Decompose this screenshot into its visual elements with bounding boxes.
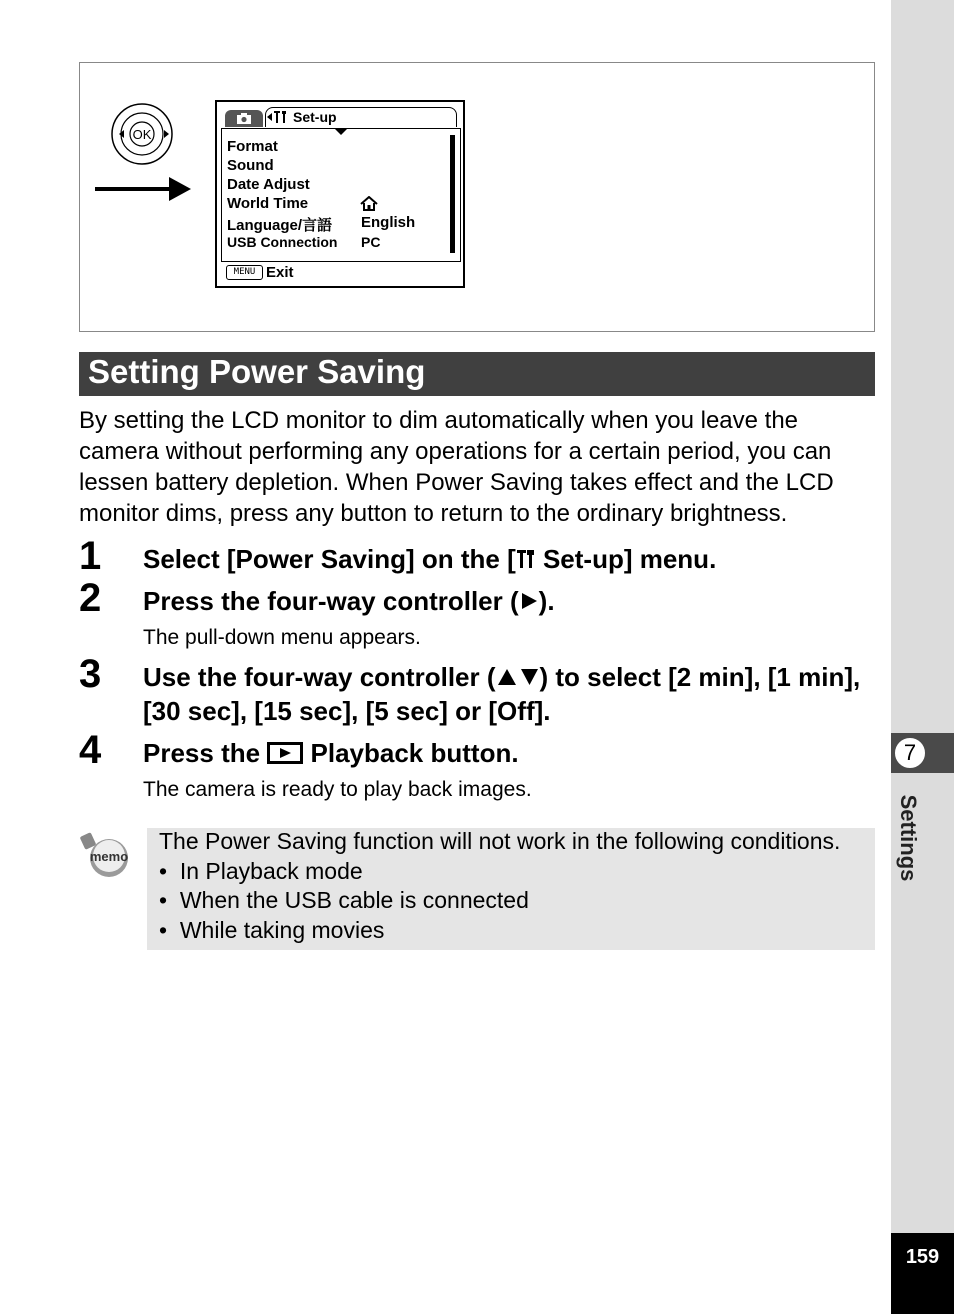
- home-icon: [360, 196, 378, 212]
- usb-connection-value: PC: [361, 234, 381, 250]
- memo-bullet-text: When the USB cable is connected: [179, 887, 529, 913]
- chapter-sidebar: [891, 0, 954, 1314]
- wrench-icon: [516, 548, 536, 570]
- page-number: 159: [891, 1233, 954, 1314]
- step-3-text-a: Use the four-way controller (: [143, 662, 496, 692]
- language-value: English: [361, 214, 416, 231]
- memo-bullet-text: While taking movies: [179, 916, 385, 943]
- memo-icon-label: memo: [89, 849, 129, 864]
- menu-item-date-adjust: Date Adjust: [227, 176, 310, 193]
- ok-label: OK: [132, 127, 152, 142]
- step-1-number: 1: [79, 534, 102, 578]
- memo-text: [159, 827, 840, 945]
- camera-tab: [225, 110, 263, 127]
- step-4-number: 4: [79, 728, 102, 772]
- four-way-controller-icon: [110, 103, 174, 167]
- menu-item-world-time: World Time: [227, 195, 309, 212]
- step-2-text-a: Press the four-way controller (: [143, 586, 519, 616]
- chapter-number: 7: [893, 736, 927, 770]
- step-2-title: [143, 584, 863, 618]
- section-heading: Setting Power Saving: [79, 352, 875, 396]
- scrollbar: [450, 135, 455, 253]
- step-3-number: 3: [79, 652, 102, 696]
- step-4-text-a: Press the: [143, 738, 268, 768]
- camera-icon: [225, 110, 263, 127]
- step-1-text-a: Select [Power Saving] on the [: [143, 544, 516, 574]
- playback-icon: [267, 741, 303, 765]
- memo-bullet: • While taking movies: [159, 916, 385, 943]
- memo-bullet: • In Playback mode: [159, 857, 363, 884]
- step-1-title: [143, 542, 863, 576]
- menu-item-language: Language/言語: [227, 217, 333, 234]
- right-arrow-icon: [95, 174, 193, 204]
- step-4-title: [143, 736, 863, 770]
- illustration-frame: [79, 62, 875, 332]
- step-4-note: The camera is ready to play back images.: [143, 778, 532, 801]
- memo-bullet-text: In Playback mode: [179, 857, 363, 884]
- menu-item-sound: Sound: [227, 157, 274, 174]
- lcd-menu-screen: [215, 100, 465, 288]
- intro-paragraph: By setting the LCD monitor to dim automatically when you leave the camera without performing any operations for a certain period, you can lessen battery depletion. When Power Saving takes effect and the LCD monitor dims, press any button to return to the ordinary brightness.: [79, 407, 834, 527]
- menu-key-icon: MENU: [226, 265, 263, 280]
- step-1-text-b: Set-up] menu.: [535, 544, 717, 574]
- step-3-title: [143, 660, 863, 728]
- step-2-note: The pull-down menu appears.: [143, 626, 421, 649]
- memo-lead: The Power Saving function will not work in the following conditions.: [159, 828, 841, 854]
- step-4-text-b: Playback button.: [303, 738, 519, 768]
- menu-item-format: Format: [227, 138, 278, 155]
- step-2-number: 2: [79, 576, 102, 620]
- step-2-text-b: ).: [538, 586, 555, 616]
- chapter-label: Settings: [896, 794, 921, 882]
- menu-item-usb-connection: USB Connection: [227, 234, 338, 250]
- memo-icon: [80, 832, 132, 878]
- exit-label: Exit: [266, 264, 294, 281]
- memo-bullet: • When the USB cable is connected: [159, 887, 529, 913]
- up-down-triangle-icon: [496, 667, 540, 687]
- setup-tab-title: Set-up: [293, 109, 337, 125]
- step-3-text-b: ) to select [2 min], [1 min], [30 sec], [15 sec], [5 sec] or [Off].: [143, 662, 861, 726]
- right-triangle-icon: [519, 591, 539, 611]
- wrench-icon: [266, 109, 292, 125]
